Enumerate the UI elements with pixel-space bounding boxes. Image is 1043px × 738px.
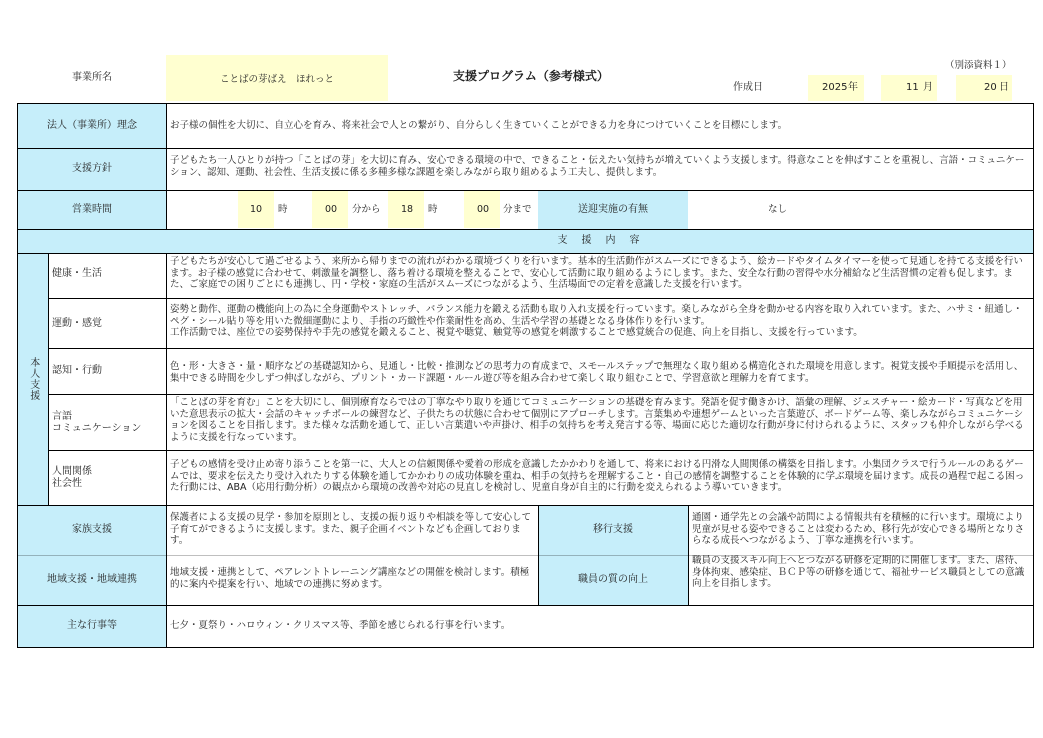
health-life-label: 健康・生活 (52, 268, 102, 279)
hours-label: 営業時間 (18, 190, 166, 229)
day-value: 20 (984, 82, 997, 93)
transition-text: 通園・通学先との会議や訪問による情報共有を積極的に行います。環境により児童が見せる姿やできることは変わるため、移行先が安心できる場所となりさらなる成長へつながるよう、丁寧な連携を行います。 (692, 512, 1025, 546)
relationships-social-text: 子どもの感情を受け止め寄り添うことを第一に、大人との信頼関係や愛着の形成を意識したかかわりを通して、将来における円滑な人間関係の構築を目指します。小集団クラスで行うルールのあるゲームでは、要求を伝えたり受け入れたりする体験を通してかかわりの成功体験を重ね、相手の気持ちを理解すること・自己の感情を調整することを体験的に学ぶ環境を届けます。成長の過程で起こる困った行動には、ABA（応用行動分析）の観点から環境の改善や対応の見直しを検討し、児童自身が自主的に行動を変えられるよう導いていきます。 (170, 459, 1025, 493)
year-unit: 年 (848, 82, 858, 93)
grid-line (538, 505, 539, 605)
personal-support-label: 本人支援 (18, 253, 48, 505)
transport-value: なし (768, 204, 788, 215)
grid-line (688, 505, 689, 605)
grid-line (48, 298, 1034, 299)
grid-line (17, 605, 1034, 606)
office-name: ことばの芽ばえ ほれっと (219, 74, 334, 85)
events-text: 七夕・夏祭り・ハロウィン・クリスマス等、季節を感じられる行事を行います。 (170, 620, 511, 631)
grid-line (166, 253, 167, 648)
grid-line (48, 394, 1034, 395)
grid-line (1033, 103, 1034, 648)
philosophy-label: 法人（事業所）理念 (18, 104, 166, 148)
grid-line (17, 555, 1034, 556)
grid-line (17, 505, 1034, 506)
grid-line (17, 253, 1034, 254)
staff-text: 職員の支援スキル向上へとつながる研修を定期的に開催します。また、虐待、身体拘束、感染症、ＢＣＰ等の研修を通じて、福祉サービス職員としての意識向上を目指します。 (692, 555, 1025, 589)
end-min: 00 (477, 204, 490, 215)
month-value: 11 (906, 82, 919, 93)
attachment-note: （別添資料１） (945, 60, 1012, 71)
support-header: 支 援 内 容 (166, 229, 1033, 253)
start-hour: 10 (250, 204, 263, 215)
transport-label: 送迎実施の有無 (538, 190, 688, 229)
end-hour: 18 (401, 204, 414, 215)
relationships-social-label: 人間関係 社会性 (52, 466, 92, 489)
grid-line (17, 190, 1034, 191)
grid-line (48, 253, 49, 505)
support-header-left (18, 229, 166, 253)
hour-unit-1: 時 (278, 204, 288, 215)
hour-unit-2: 時 (428, 204, 438, 215)
grid-line (17, 103, 1034, 104)
motor-sensory-label: 運動・感覚 (52, 318, 102, 329)
cognition-behavior-text: 色・形・大きさ・量・順序などの基礎認知から、見通し・比較・推測などの思考力の育成まで、スモールステップで無理なく取り組める構造化された環境を用意します。視覚支援や手順提示を活用し、集中できる時間を少しずつ伸ばしながら、プリント・カード課題・ルール遊び等を組み合わせて楽しく取り組むことで、学習意欲と理解力を育てます。 (170, 361, 1024, 384)
office-label: 事業所名 (72, 72, 112, 83)
grid-line (17, 647, 1034, 648)
community-text: 地域支援・連携として、ペアレントトレーニング講座などの開催を検討します。積極的に案内や提案を行い、地域での連携に努めます。 (170, 567, 530, 590)
grid-line (48, 348, 1034, 349)
year-value: 2025 (822, 82, 848, 93)
language-communication-label: 言語 コミュニケーション (52, 411, 142, 434)
grid-line (48, 450, 1034, 451)
grid-line (166, 103, 167, 229)
grid-line (17, 103, 18, 648)
office-name-field (166, 55, 388, 101)
date-label: 作成日 (733, 82, 763, 93)
motor-sensory-text: 姿勢と動作、運動の機能向上の為に全身運動やストレッチ、バランス能力を鍛える活動も取り入れ支援を行っています。楽しみながら全身を動かせる内容を取り入れています。また、ハサミ・紐通し・ペグ・シール貼り等を用いた微細運動により、手指の巧緻性や作業耐性を高め、生活や学習の基礎となる身体作りを行います。 工作活動では、座位での姿勢保持や手先の感覚を鍛えること、視覚や聴覚、触覚等の感覚を刺激することで感覚統合の促進、向上を目指し、支援を行っています。 (170, 304, 1023, 338)
grid-line (17, 229, 1034, 230)
cognition-behavior-label: 認知・行動 (52, 365, 102, 376)
community-label: 地域支援・地域連携 (18, 555, 166, 605)
language-communication-text: 「ことばの芽を育む」ことを大切にし、個別療育ならではの丁寧なやり取りを通じてコミュニケーションの基礎を育みます。発語を促す働きかけ、語彙の理解、ジェスチャー・絵カード・写真などを用いた意思表示の拡大・会話のキャッチボールの練習など、子供たちの状態に合わせて個別にアプローチします。言葉集めや連想ゲームといった言葉遊び、ボードゲーム等、楽しみながらコミュニケーションを図ることを目指します。また様々な活動を通して、正しい言葉遣いや声掛け、相手の気持ちを考え発言する等、場面に応じた適切な行動が身に付けられるように、スタッフも仲介しながら学べるように支援を行なっています。 (170, 397, 1024, 443)
philosophy-text: お子様の個性を大切に、自立心を育み、将来社会で人との繋がり、自分らしく生きていくことができる力を身につけていくことを目標にします。 (170, 120, 788, 131)
start-min: 00 (325, 204, 338, 215)
policy-label: 支援方針 (18, 148, 166, 190)
family-text: 保護者による支援の見学・参加を原則とし、支援の振り返りや相談を等して安心して子育てができるように支援します。また、親子企画イベントなども企画しております。 (170, 512, 532, 546)
policy-text: 子どもたち一人ひとりが持つ「ことばの芽」を大切に育み、安心できる環境の中で、できること・伝えたい気持ちが増えていくよう支援します。得意なことを伸ばすことを重視し、言語・コミュニケーション、認知、運動、社会性、生活支援に係る多種多様な課題を楽しみながら取り組めるよう工夫し、提供します。 (170, 155, 1025, 178)
health-life-text: 子どもたちが安心して過ごせるよう、来所から帰りまでの流れがわかる環境づくりを行います。基本的生活動作がスムーズにできるよう、絵カードやタイムタイマーを使って見通しを持てる支援を行います。お子様の感覚に合わせて、刺激量を調整し、落ち着ける環境を整えることで、安心して活動に取り組めるようにします。また、安全な行動の習得や水分補給など生活習慣の定着も促します。また、ご家庭での困りごとにも連携し、円・学校・家庭の生活がスムーズにつながるよう、生活場面での定着を意識した支援を行います。 (170, 256, 1023, 290)
page-title: 支援プログラム（参考様式） (453, 69, 609, 83)
family-label: 家族支援 (18, 505, 166, 555)
events-label: 主な行事等 (18, 605, 166, 647)
staff-label: 職員の質の向上 (538, 555, 688, 605)
day-unit: 日 (999, 82, 1009, 93)
from-text: 分から (352, 204, 381, 215)
until-text: 分まで (503, 204, 532, 215)
grid-line (17, 148, 1034, 149)
month-unit: 月 (923, 82, 933, 93)
transition-label: 移行支援 (538, 505, 688, 555)
